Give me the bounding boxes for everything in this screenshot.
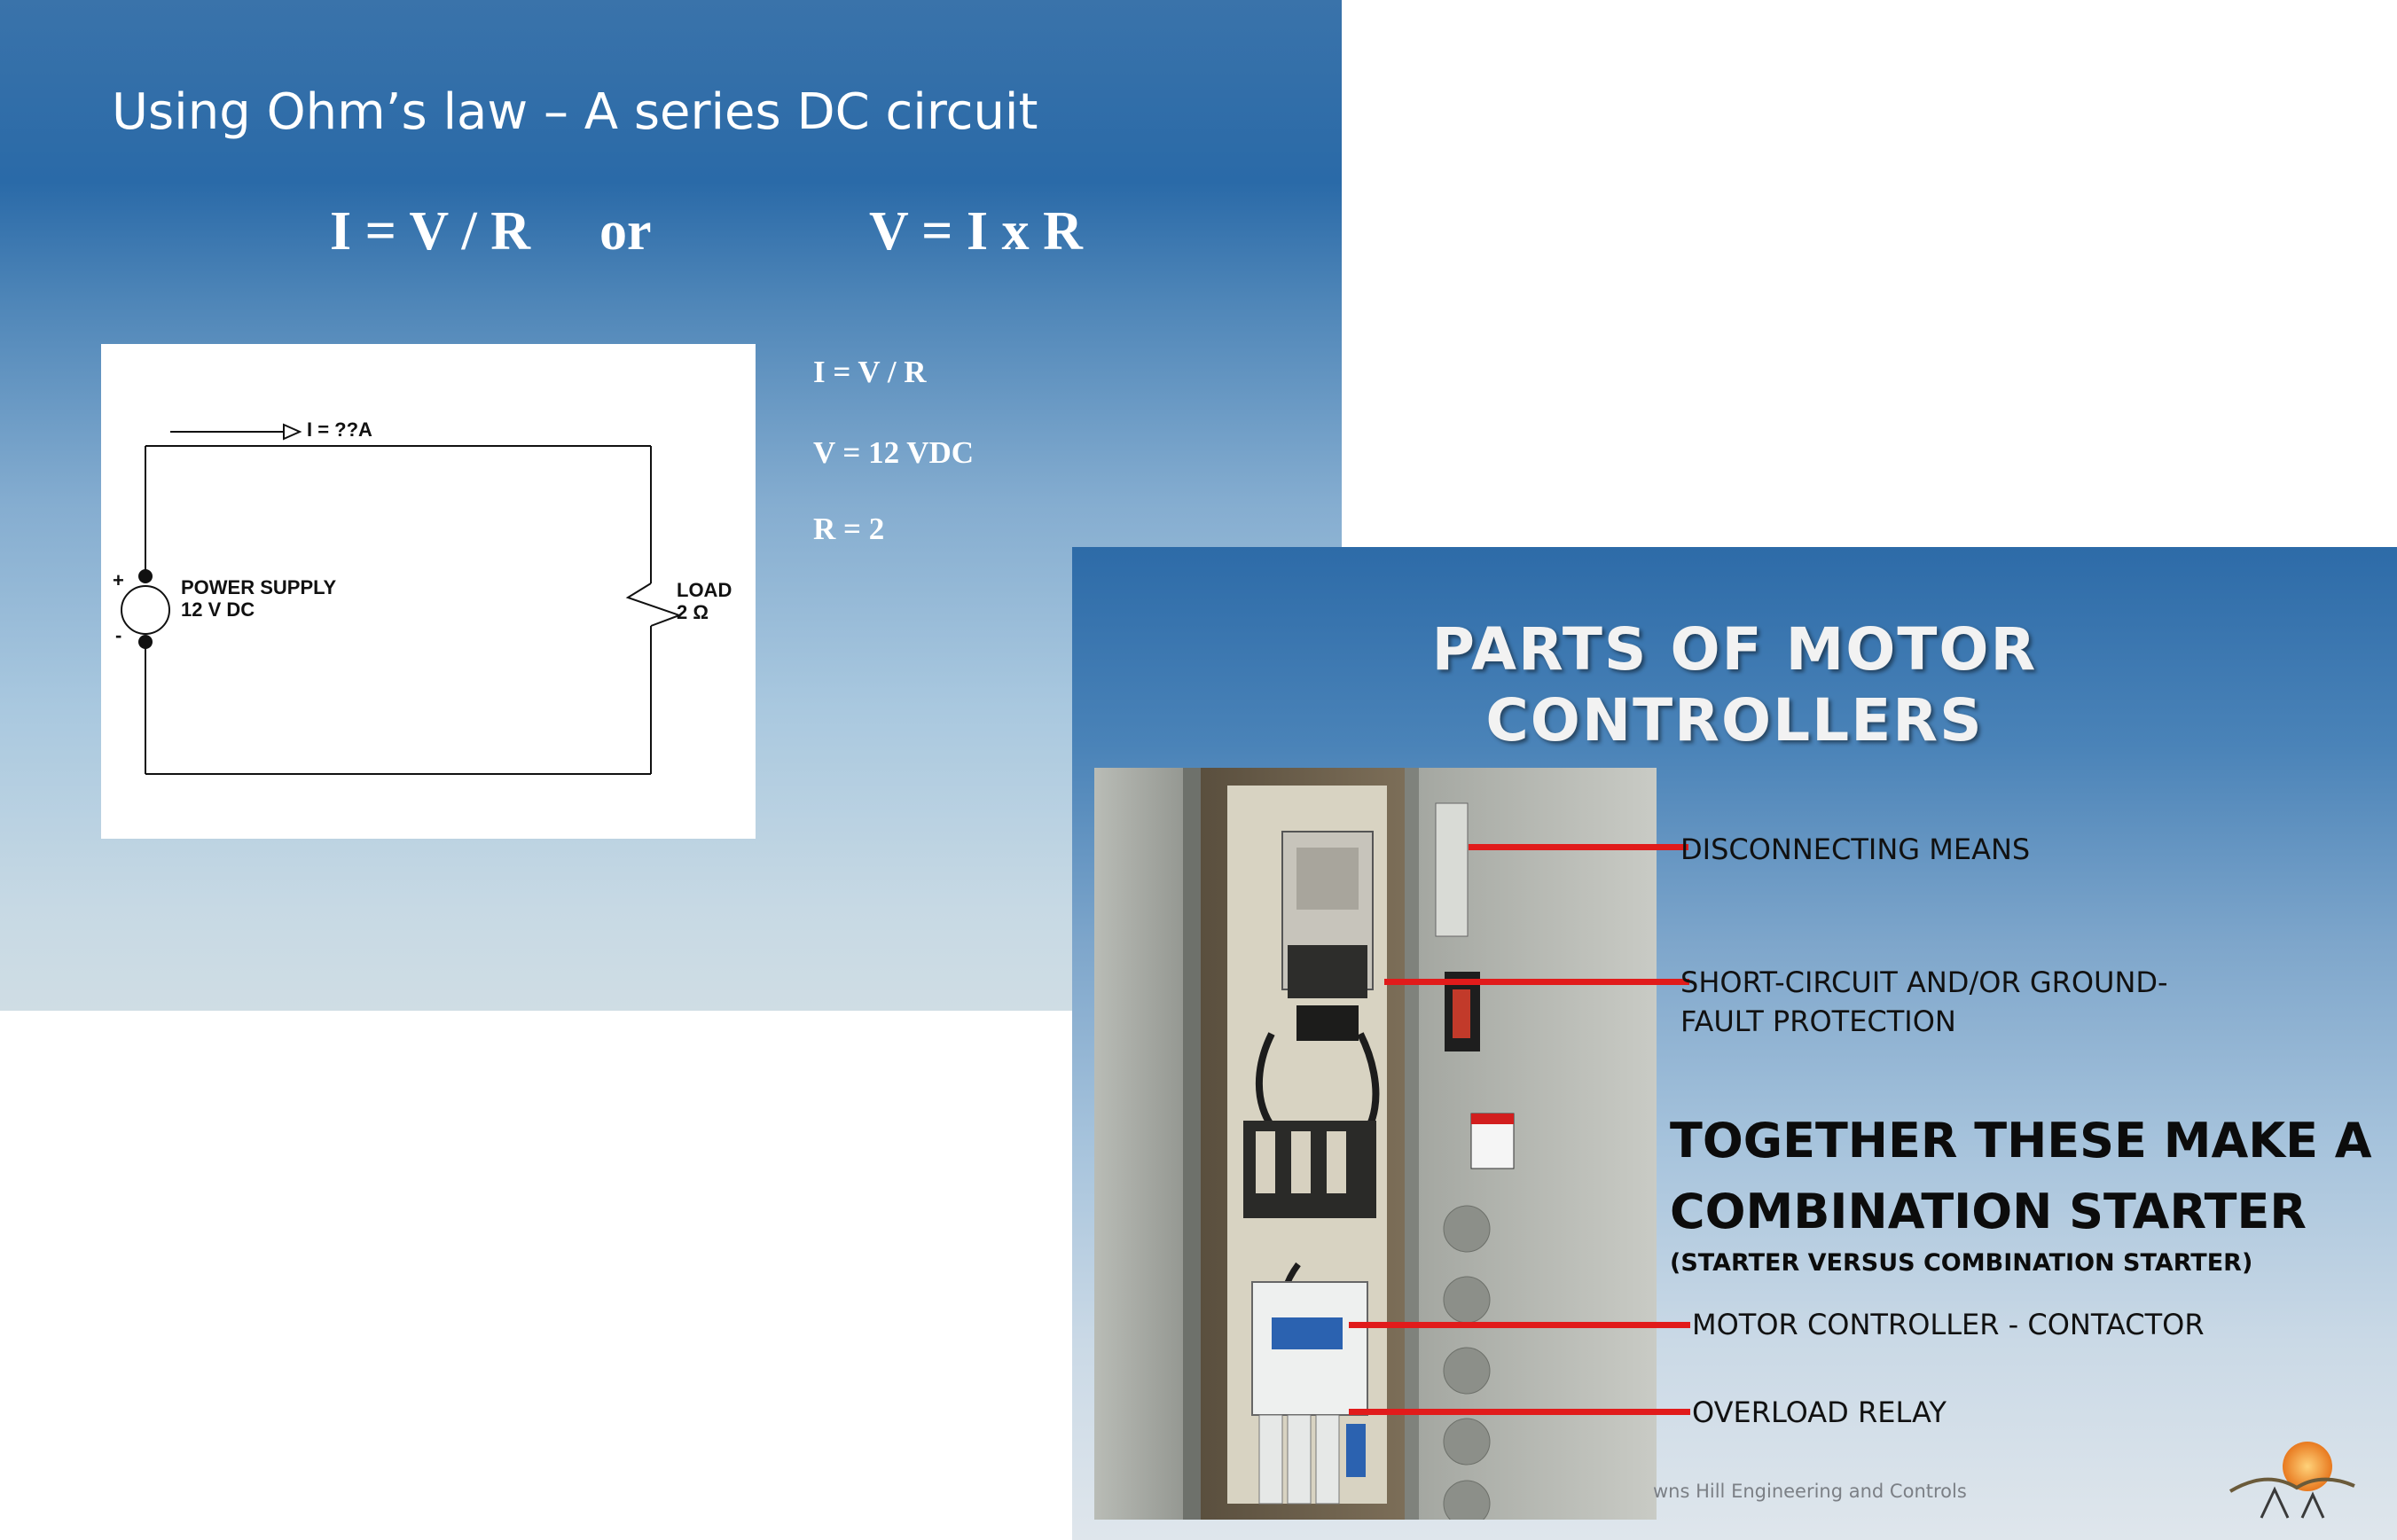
label-overload-relay: OVERLOAD RELAY	[1692, 1395, 1947, 1429]
slide-title	[1072, 614, 2397, 756]
pointer-disconnect	[1469, 844, 1688, 850]
load-label-line2: 2 Ω	[677, 601, 709, 623]
minus-sign: -	[115, 624, 122, 646]
enclosure-illustration	[1094, 768, 1657, 1520]
plus-sign: +	[113, 569, 124, 591]
title-line2: CONTROLLERS	[1485, 686, 1984, 754]
company-logo-icon	[2226, 1436, 2359, 1520]
note-line1: TOGETHER THESE MAKE A	[1670, 1113, 2372, 1169]
supply-label-line2: 12 V DC	[181, 598, 255, 621]
current-label: I = ??A	[307, 418, 372, 441]
resistor-icon	[628, 583, 679, 626]
formula-current: I = V / R	[330, 201, 530, 262]
given-formula: I = V / R	[813, 355, 927, 389]
given-resistance: R = 2	[813, 512, 885, 546]
note-subtitle: (STARTER VERSUS COMBINATION STARTER)	[1670, 1249, 2253, 1277]
pointer-overload	[1349, 1409, 1690, 1415]
label-protection-line2: FAULT PROTECTION	[1680, 1005, 1956, 1038]
note-line2: COMBINATION STARTER	[1670, 1184, 2307, 1239]
label-protection-line1: SHORT-CIRCUIT AND/OR GROUND-	[1680, 965, 2168, 999]
supply-label-line1: POWER SUPPLY	[181, 576, 337, 598]
footer-company: wns Hill Engineering and Controls	[1653, 1481, 1967, 1502]
pointer-protection	[1384, 979, 1689, 985]
pointer-contactor	[1349, 1322, 1690, 1328]
circuit-diagram	[101, 344, 756, 839]
load-label-line1: LOAD	[677, 579, 732, 601]
slide-title: Using Ohm’s law – A series DC circuit	[112, 83, 1038, 141]
formula-voltage: V = I x R	[869, 201, 1083, 262]
label-contactor: MOTOR CONTROLLER - CONTACTOR	[1692, 1308, 2205, 1341]
formula-or: or	[599, 201, 652, 262]
motor-controllers-slide	[1072, 547, 2397, 1540]
label-disconnecting-means: DISCONNECTING MEANS	[1680, 833, 2031, 866]
arrow-right-icon	[284, 425, 300, 439]
motor-controller-photo	[1094, 768, 1657, 1520]
title-line1: PARTS OF MOTOR	[1431, 615, 2038, 684]
power-supply-icon	[121, 586, 169, 634]
given-voltage: V = 12 VDC	[813, 435, 975, 470]
